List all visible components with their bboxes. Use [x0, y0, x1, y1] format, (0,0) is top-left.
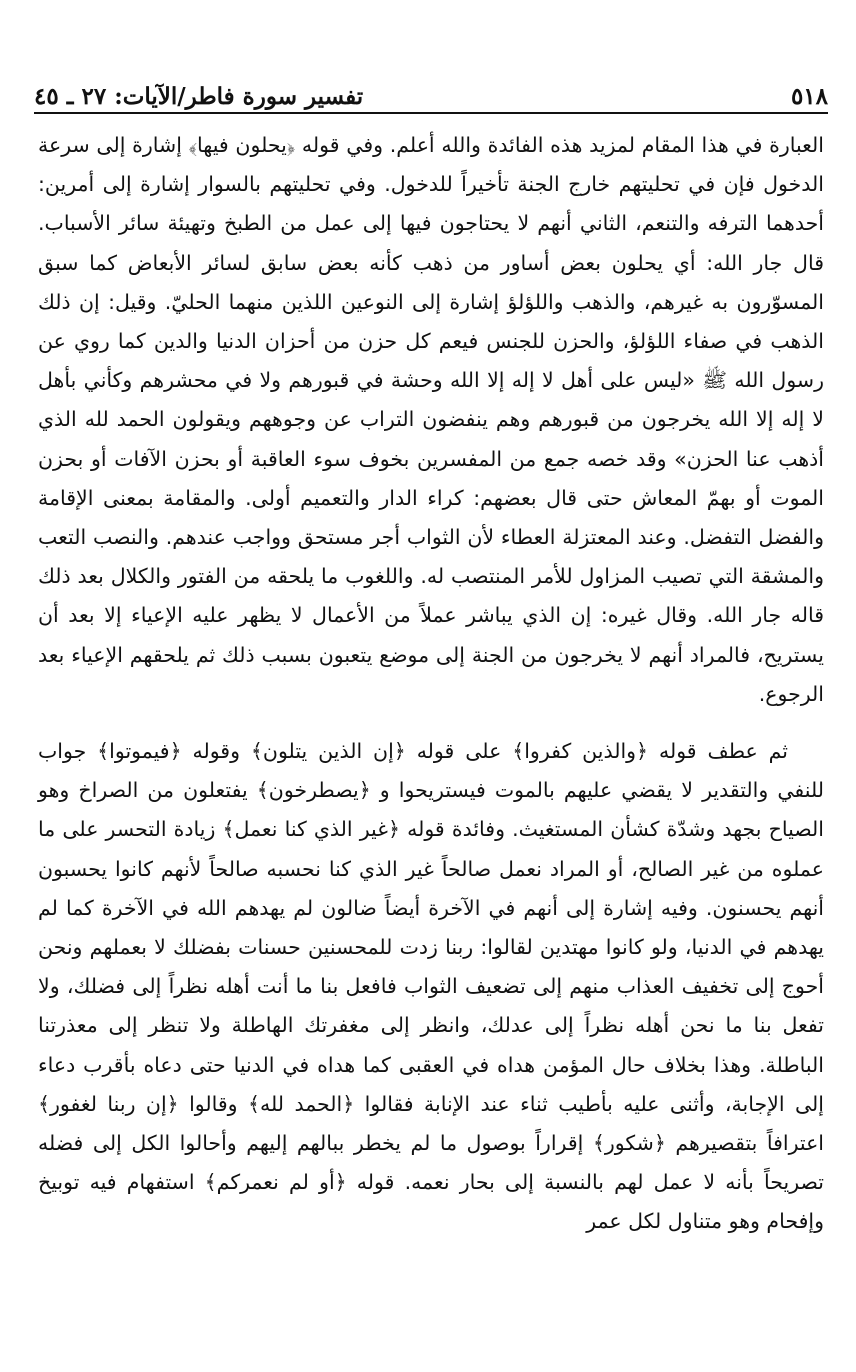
- header-divider: [34, 112, 828, 114]
- page-header: [34, 74, 828, 110]
- paragraph-2: ثم عطف قوله ﴿والذين كفروا﴾ على قوله ﴿إن الذين يتلون﴾ وقوله ﴿فيموتوا﴾ جواب للنفي والتقدير لا يقضي عليهم بالموت فيستريحوا و ﴿يصطرخون﴾ يفتعلون من الصراخ وهو الصياح بجهد وشدّة كشأن المستغيث. وفائدة قوله ﴿غير الذي كنا نعمل﴾ زيادة التحسر على ما عملوه من غير الصالح، أو المراد نعمل صالحاً غير الذي كنا نحسبه صالحاً لأنهم كانوا يحسبون أنهم يحسنون. وفيه إشارة إلى أنهم في الآخرة أيضاً ضالون لم يهدهم الله في الآخرة كما لم يهدهم في الدنيا، ولو كانوا مهتدين لقالوا: ربنا زدت للمحسنين حسنات بفضلك لا بعملهم ونحن أحوج إلى تخفيف العذاب منهم إلى تضعيف الثواب فافعل بنا ما أنت أهله نظراً إلى فضلك، ولا تفعل بنا ما نحن أهله نظراً إلى عدلك، وانظر إلى مغفرتك الهاطلة ولا تنظر إلى معذرتنا الباطلة. وهذا بخلاف حال المؤمن هداه في العقبى كما هداه في الدنيا حتى دعاه بأقرب دعاء إلى الإجابة، وأثنى عليه بأطيب ثناء عند الإنابة فقالوا ﴿الحمد لله﴾ وقالوا ﴿إن ربنا لغفور﴾ اعترافاً بتقصيرهم ﴿شكور﴾ إقراراً بوصول ما لم يخطر ببالهم إليهم وأحالوا الكل إلى فضله تصريحاً بأنه لا عمل لهم بالنسبة إلى بحار نعمه. قوله ﴿أو لم نعمركم﴾ استفهام فيه توبيخ وإفحام وهو متناول لكل عمر: [38, 739, 824, 1234]
- running-title: تفسير سورة فاطر/الآيات: ٢٧ ـ ٤٥: [34, 83, 364, 110]
- paragraph-1: العبارة في هذا المقام لمزيد هذه الفائدة والله أعلم. وفي قوله ﴿يحلون فيها﴾ إشارة إلى سرعة الدخول فإن في تحليتهم خارج الجنة تأخيراً للدخول. وفي تحليتهم بالسوار إشارة إلى أمرين: أحدهما الترفه والتنعم، الثاني أنهم لا يحتاجون فيها إلى عمل من الطبخ وتهيئة سائر الأسباب. قال جار الله: أي يحلون بعض أساور من ذهب كأنه بعض سابق لسائر الأبعاض كما سبق المسوّرون به غيرهم، والذهب واللؤلؤ إشارة إلى النوعين اللذين منهما الحليّ. وقيل: إن ذلك الذهب في صفاء اللؤلؤ، والحزن للجنس فيعم كل حزن من أحزان الدنيا والدين كما روي عن رسول الله ﷺ «ليس على أهل لا إله إلا الله وحشة في قبورهم ولا في محشرهم وكأني بأهل لا إله إلا الله يخرجون من قبورهم وهم ينفضون التراب عن وجوههم ويقولون الحمد لله الذي أذهب عنا الحزن» وقد خصه جمع من المفسرين بخوف سوء العاقبة أو بحزن الآفات أو بحزن الموت أو بهمّ المعاش حتى قال بعضهم: كراء الدار والتعميم أولى. والمقامة بمعنى الإقامة والفضل التفضل. وعند المعتزلة العطاء لأن الثواب أجر مستحق وواجب عندهم. والنصب التعب والمشقة التي تصيب المزاول للأمر المنتصب له. واللغوب ما يلحقه من الفتور والكلال بعد ذلك قاله جار الله. وقال غيره: إن الذي يباشر عملاً من الأعمال لا يظهر عليه الإعياء إلا بعد أن يستريح، فالمراد أنهم لا يخرجون من الجنة إلى موضع يتعبون بسبب ذلك ثم يلحقهم الإعياء بعد الرجوع.: [38, 133, 824, 706]
- page-number: ٥١٨: [790, 83, 828, 110]
- page-body: [38, 126, 824, 1242]
